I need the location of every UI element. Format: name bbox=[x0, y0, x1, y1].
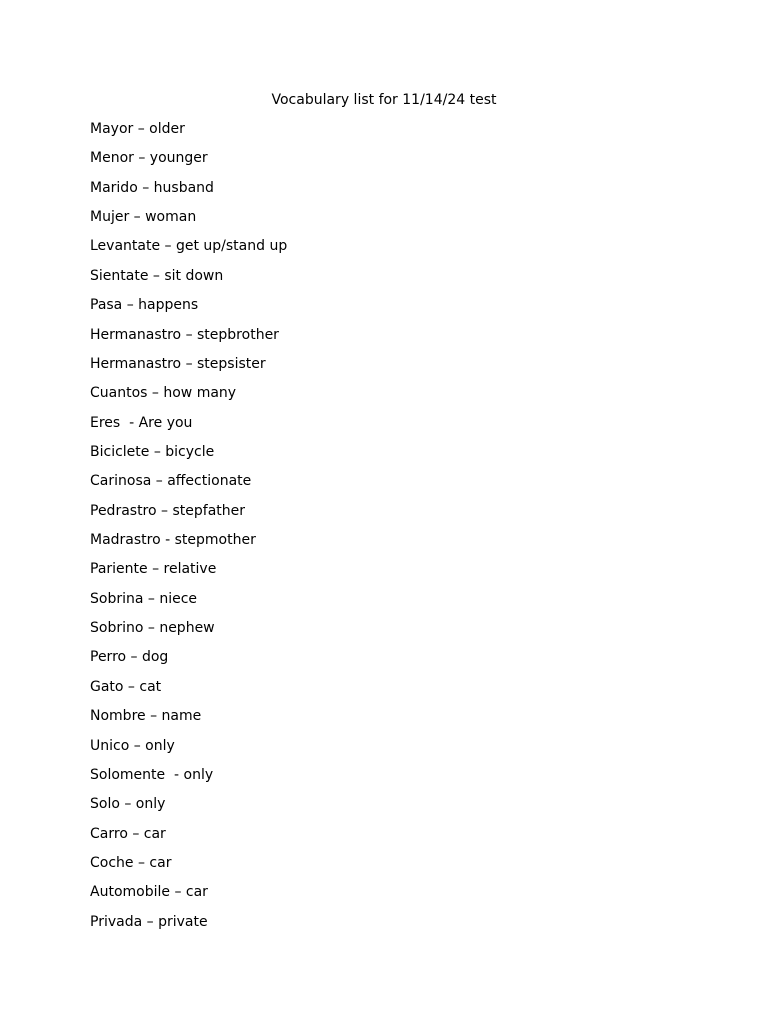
vocabulary-item: Eres - Are you bbox=[90, 414, 193, 431]
vocabulary-item: Solomente - only bbox=[90, 766, 214, 783]
document-title: Vocabulary list for 11/14/24 test bbox=[271, 92, 497, 108]
vocabulary-item: Marido – husband bbox=[90, 179, 214, 196]
vocabulary-item: Automobile – car bbox=[90, 884, 208, 901]
vocabulary-item: Cuantos – how many bbox=[90, 385, 237, 402]
vocabulary-item: Nombre – name bbox=[90, 708, 202, 725]
vocabulary-item: Pariente – relative bbox=[90, 561, 217, 578]
vocabulary-item: Sientate – sit down bbox=[90, 267, 224, 284]
vocabulary-item: Hermanastro – stepsister bbox=[90, 355, 266, 372]
vocabulary-item: Unico – only bbox=[90, 737, 175, 754]
vocabulary-item: Privada – private bbox=[90, 913, 208, 930]
vocabulary-item: Biciclete – bicycle bbox=[90, 443, 215, 460]
vocabulary-item: Madrastro - stepmother bbox=[90, 532, 256, 549]
vocabulary-item: Sobrino – nephew bbox=[90, 620, 215, 637]
vocabulary-item: Mujer – woman bbox=[90, 209, 197, 226]
vocabulary-item: Coche – car bbox=[90, 854, 172, 871]
vocabulary-item: Sobrina – niece bbox=[90, 590, 198, 607]
vocabulary-item: Solo – only bbox=[90, 796, 166, 813]
vocabulary-item: Mayor – older bbox=[90, 121, 185, 137]
vocabulary-item: Levantate – get up/stand up bbox=[90, 238, 288, 255]
vocabulary-item: Carro – car bbox=[90, 825, 166, 842]
vocabulary-item: Hermanastro – stepbrother bbox=[90, 326, 279, 343]
vocabulary-list bbox=[90, 120, 287, 942]
vocabulary-item: Menor – younger bbox=[90, 150, 208, 167]
vocabulary-item: Perro – dog bbox=[90, 649, 169, 666]
vocabulary-item: Pedrastro – stepfather bbox=[90, 502, 245, 519]
vocabulary-item: Carinosa – affectionate bbox=[90, 473, 252, 490]
vocabulary-item: Pasa – happens bbox=[90, 297, 199, 314]
vocabulary-item: Gato – cat bbox=[90, 678, 162, 695]
